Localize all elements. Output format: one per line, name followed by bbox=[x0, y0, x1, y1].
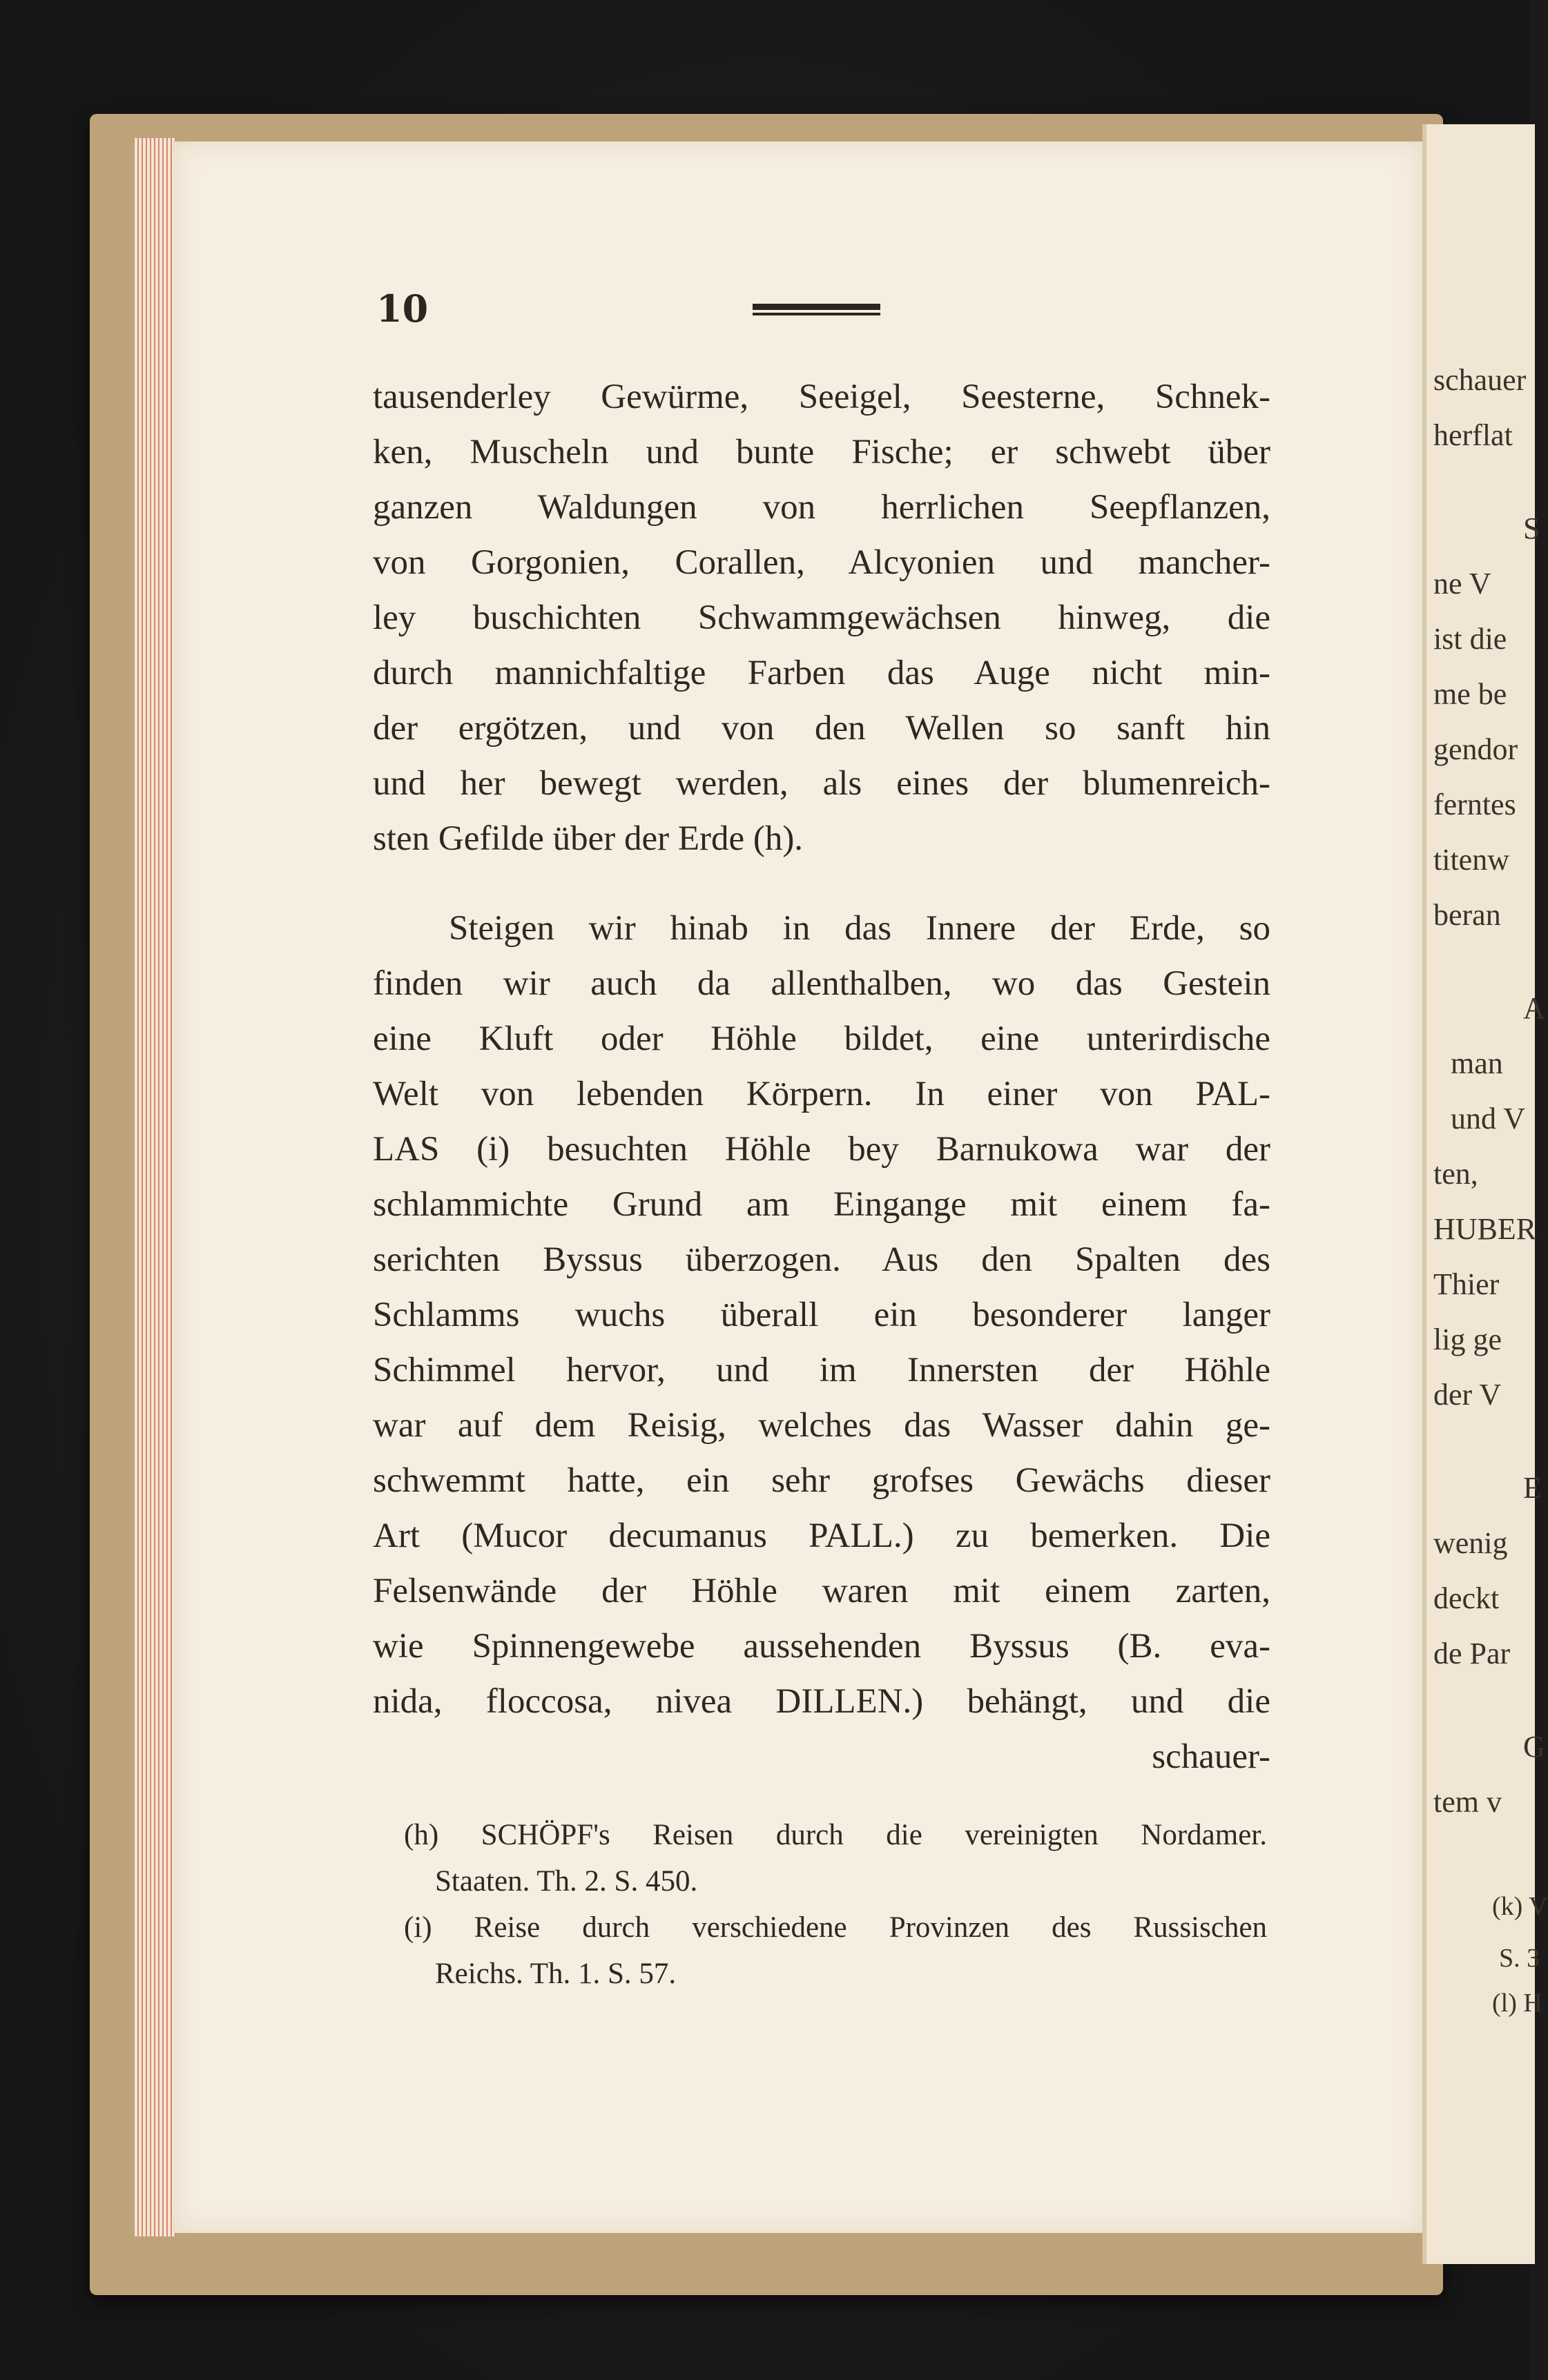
facing-text-line: S. 3 bbox=[1499, 1944, 1540, 1973]
facing-text-line: beran bbox=[1433, 898, 1501, 932]
paragraph-2 bbox=[373, 901, 1270, 1784]
text-line: serichten Byssus überzogen. Aus den Spalten des bbox=[373, 1240, 1270, 1279]
facing-text-line: lig ge bbox=[1433, 1323, 1502, 1356]
text-line: Schlamms wuchs überall ein besonderer langer bbox=[373, 1296, 1270, 1334]
facing-text-line: Thier bbox=[1433, 1267, 1500, 1301]
text-line: sten Gefilde über der Erde (h). bbox=[373, 819, 804, 858]
text-line: nida, floccosa, nivea DILLEN.) behängt, und die bbox=[373, 1682, 1270, 1721]
text-line: ley buschichten Schwammgewächsen hinweg, die bbox=[373, 598, 1270, 637]
facing-text-line: und V bbox=[1451, 1102, 1525, 1135]
text-line: wie Spinnengewebe aussehenden Byssus (B. eva- bbox=[373, 1627, 1270, 1666]
facing-text-line: ne V bbox=[1433, 567, 1491, 601]
text-line: von Gorgonien, Corallen, Alcyonien und mancher- bbox=[373, 543, 1270, 582]
text-line: Welt von lebenden Körpern. In einer von PAL- bbox=[373, 1075, 1270, 1113]
text-line: ganzen Waldungen von herrlichen Seepflanzen, bbox=[373, 488, 1270, 527]
header-ornament bbox=[753, 304, 880, 319]
facing-text-line: A bbox=[1523, 991, 1545, 1025]
footnote-i-line-2: Reichs. Th. 1. S. 57. bbox=[435, 1958, 677, 1990]
text-line: Felsenwände der Höhle waren mit einem zarten, bbox=[373, 1572, 1270, 1610]
facing-text-line: gendor bbox=[1433, 732, 1518, 766]
facing-text-line: (l) H bbox=[1492, 1989, 1542, 2018]
text-line: tausenderley Gewürme, Seeigel, Seesterne, Schnek- bbox=[373, 378, 1270, 416]
footnote-h-line-1: (h) SCHÖPF's Reisen durch die vereinigten Nordamer. bbox=[404, 1819, 1267, 1851]
facing-text-line: me be bbox=[1433, 677, 1507, 711]
facing-text-line: der V bbox=[1433, 1378, 1502, 1412]
facing-text-line: ist die bbox=[1433, 622, 1507, 656]
text-line: der ergötzen, und von den Wellen so sanft hin bbox=[373, 709, 1270, 748]
text-line: durch mannichfaltige Farben das Auge nicht min- bbox=[373, 654, 1270, 692]
facing-text-line: herflat bbox=[1433, 418, 1513, 452]
facing-text-line: titenw bbox=[1433, 843, 1509, 877]
facing-text-line: schauer bbox=[1433, 363, 1527, 397]
text-line: und her bewegt werden, als eines der blumenreich- bbox=[373, 764, 1270, 803]
text-line: war auf dem Reisig, welches das Wasser dahin ge- bbox=[373, 1406, 1270, 1445]
facing-text-line: de Par bbox=[1433, 1637, 1511, 1670]
ornament-rule-thick bbox=[753, 304, 880, 310]
paragraph-1 bbox=[373, 369, 1270, 866]
facing-text-line: tem v bbox=[1433, 1785, 1502, 1819]
facing-text-line: ferntes bbox=[1433, 788, 1516, 821]
text-line: finden wir auch da allenthalben, wo das Gestein bbox=[373, 964, 1270, 1003]
text-line: Art (Mucor decumanus PALL.) zu bemerken. Die bbox=[373, 1516, 1270, 1555]
page-number: 10 bbox=[376, 286, 429, 331]
facing-text-line: S bbox=[1523, 511, 1540, 545]
page-edges bbox=[135, 138, 176, 2236]
text-line: Steigen wir hinab in das Innere der Erde, so bbox=[449, 909, 1270, 948]
text-line: ken, Muscheln und bunte Fische; er schwebt über bbox=[373, 433, 1270, 471]
ornament-rule-thin bbox=[753, 313, 880, 315]
facing-text-line: (k) V bbox=[1492, 1892, 1548, 1921]
catchword: schauer- bbox=[1152, 1737, 1270, 1776]
text-line: Schimmel hervor, und im Innersten der Höhle bbox=[373, 1351, 1270, 1389]
facing-text-line: deckt bbox=[1433, 1581, 1500, 1615]
footnote-i-line-1: (i) Reise durch verschiedene Provinzen des Russischen bbox=[404, 1911, 1267, 1944]
facing-text-line: HUBER bbox=[1433, 1212, 1537, 1246]
footnote-h-line-2: Staaten. Th. 2. S. 450. bbox=[435, 1865, 698, 1898]
facing-text-line: G bbox=[1523, 1730, 1545, 1764]
text-line: LAS (i) besuchten Höhle bey Barnukowa war der bbox=[373, 1130, 1270, 1169]
text-line: schwemmt hatte, ein sehr grofses Gewächs dieser bbox=[373, 1461, 1270, 1500]
footnotes bbox=[404, 1812, 1267, 1997]
facing-page bbox=[1422, 124, 1548, 2264]
text-line: schlammichte Grund am Eingange mit einem fa- bbox=[373, 1185, 1270, 1224]
facing-text-line: ten, bbox=[1433, 1157, 1478, 1191]
facing-text-line: E bbox=[1523, 1471, 1542, 1505]
text-line: eine Kluft oder Höhle bildet, eine unterirdische bbox=[373, 1020, 1270, 1058]
facing-text-line: man bbox=[1451, 1046, 1503, 1080]
facing-text-line: wenig bbox=[1433, 1526, 1508, 1560]
